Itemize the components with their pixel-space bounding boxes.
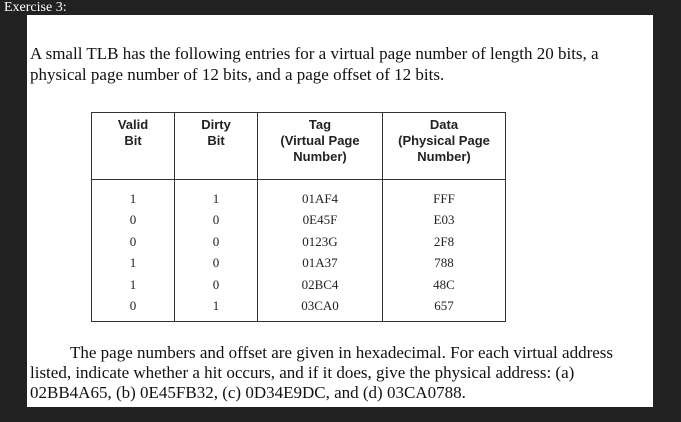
valid-cell: 1	[92, 180, 175, 210]
dirty-cell: 1	[175, 180, 258, 210]
tag-cell: 0E45F	[258, 210, 383, 232]
table-row	[92, 210, 506, 232]
table-row	[92, 253, 506, 275]
dirty-cell: 1	[175, 296, 258, 322]
valid-cell: 1	[92, 274, 175, 296]
table-row	[92, 231, 506, 253]
exercise-card	[27, 15, 653, 407]
intro-paragraph: A small TLB has the following entries for a virtual page number of length 20 bits, a physical page number of 12 bits, and a page offset of 12 bits.	[30, 44, 599, 84]
table-row	[92, 274, 506, 296]
header-valid-bit: Valid Bit	[92, 113, 175, 180]
exercise-title: Exercise 3:	[4, 0, 67, 15]
data-cell: 48C	[383, 274, 506, 296]
header-data: Data (Physical Page Number)	[383, 113, 506, 180]
tag-cell: 01AF4	[258, 180, 383, 210]
valid-cell: 0	[92, 231, 175, 253]
outro-paragraph: The page numbers and offset are given in hexadecimal. For each virtual address listed, indicate whether a hit occurs, and if it does, give the physical address: (a) 02BB4A65, (b) 0E45FB32, (c) 0D34E9DC, and (d) 03CA0788.	[30, 343, 614, 402]
tag-cell: 0123G	[258, 231, 383, 253]
tlb-header-row	[92, 113, 506, 180]
data-cell: 657	[383, 296, 506, 322]
dirty-cell: 0	[175, 274, 258, 296]
header-dirty-bit: Dirty Bit	[175, 113, 258, 180]
dirty-cell: 0	[175, 253, 258, 275]
dirty-cell: 0	[175, 231, 258, 253]
data-cell: 2F8	[383, 231, 506, 253]
header-tag: Tag (Virtual Page Number)	[258, 113, 383, 180]
valid-cell: 1	[92, 253, 175, 275]
valid-cell: 0	[92, 210, 175, 232]
table-row	[92, 180, 506, 210]
data-cell: FFF	[383, 180, 506, 210]
valid-cell: 0	[92, 296, 175, 322]
table-row	[92, 296, 506, 322]
dirty-cell: 0	[175, 210, 258, 232]
tlb-table	[91, 112, 506, 322]
tag-cell: 01A37	[258, 253, 383, 275]
tag-cell: 02BC4	[258, 274, 383, 296]
tag-cell: 03CA0	[258, 296, 383, 322]
data-cell: 788	[383, 253, 506, 275]
data-cell: E03	[383, 210, 506, 232]
